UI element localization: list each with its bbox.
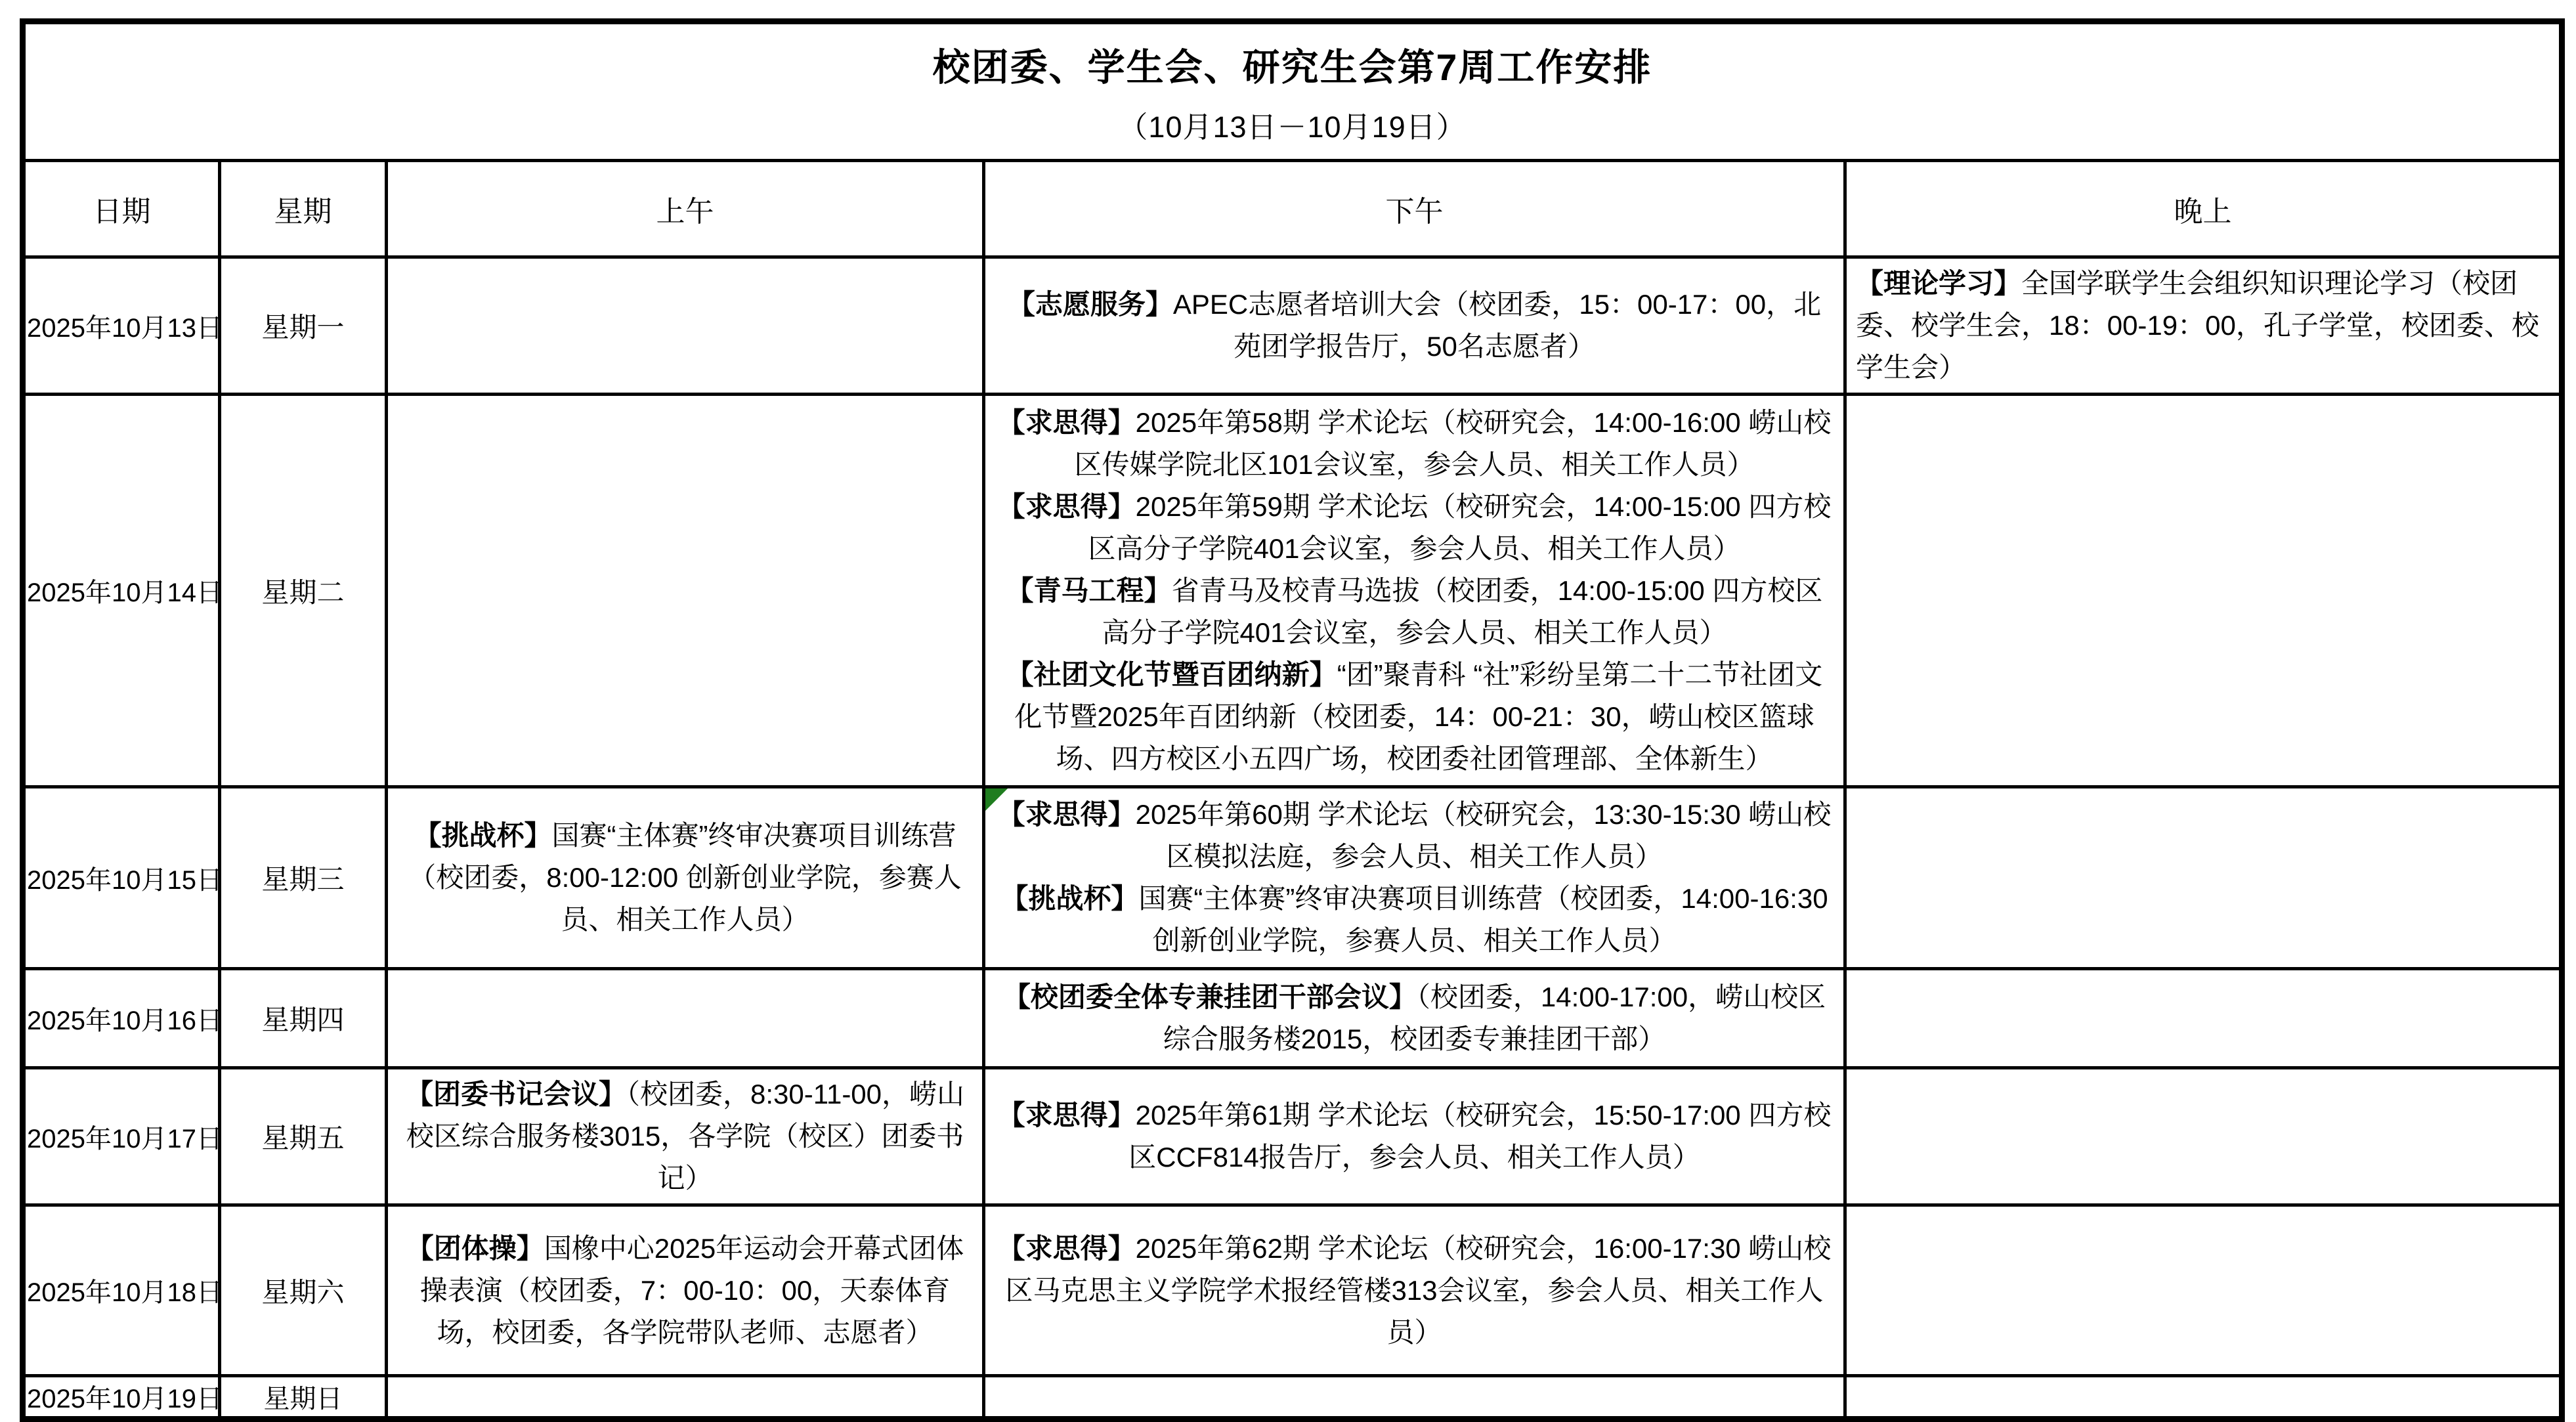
date-cell: 2025年10月15日 xyxy=(23,787,220,969)
activity-tag: 【求思得】 xyxy=(997,1100,1136,1131)
activity-item xyxy=(397,1073,973,1199)
activity-item xyxy=(995,654,1834,780)
date-cell: 2025年10月13日 xyxy=(23,257,220,395)
afternoon-cell xyxy=(984,1068,1845,1205)
comment-marker xyxy=(985,788,1008,811)
col-header-evening: 晚上 xyxy=(1845,161,2562,257)
activity-text: 2025年第60期 学术论坛（校研究会，13:30-15:30 崂山校区模拟法庭，参会人员、相关工作人员） xyxy=(1135,799,1832,872)
activity-text: 全国学联学生会组织知识理论学习（校团委、校学生会，18：00-19：00，孔子学堂，校团委、校学生会） xyxy=(1856,268,2539,383)
morning-cell xyxy=(387,1068,984,1205)
date-cell: 2025年10月14日 xyxy=(23,395,220,787)
weekday-cell: 星期四 xyxy=(220,969,387,1068)
date-cell: 2025年10月16日 xyxy=(23,969,220,1068)
morning-cell xyxy=(387,1205,984,1376)
evening-cell xyxy=(1845,787,2562,969)
activity-text: 国橡中心2025年运动会开幕式团体操表演（校团委，7：00-10：00，天泰体育场，校团委，各学院带队老师、志愿者） xyxy=(419,1232,964,1348)
activity-item xyxy=(995,1094,1834,1178)
col-header-date: 日期 xyxy=(23,161,220,257)
activity-text: APEC志愿者培训大会（校团委，15：00-17：00，北苑团学报告厅，50名志愿者） xyxy=(1172,289,1822,362)
weekday-cell: 星期一 xyxy=(220,257,387,395)
weekday-cell: 星期六 xyxy=(220,1205,387,1376)
activity-text: 2025年第59期 学术论坛（校研究会，14:00-15:00 四方校区高分子学院401会议室，参会人员、相关工作人员） xyxy=(1088,490,1832,564)
table-row xyxy=(23,969,2562,1068)
activity-tag: 【志愿服务】 xyxy=(1007,289,1173,320)
date-cell: 2025年10月17日 xyxy=(23,1068,220,1205)
evening-cell xyxy=(1845,395,2562,787)
activity-tag: 【校团委全体专兼挂团干部会议】 xyxy=(1002,981,1417,1012)
activity-text: 国赛“主体赛”终审决赛项目训练营（校团委，8:00-12:00 创新创业学院，参赛人员、相关工作人员） xyxy=(408,820,962,935)
activity-tag: 【团体操】 xyxy=(406,1232,544,1264)
activity-text: 2025年第62期 学术论坛（校研究会，16:00-17:30 崂山校区马克思主义学院学术报经管楼313会议室，参会人员、相关工作人员） xyxy=(1005,1232,1832,1348)
activity-text: 2025年第61期 学术论坛（校研究会，15:50-17:00 四方校区CCF814报告厅，参会人员、相关工作人员） xyxy=(1128,1100,1832,1173)
table-row xyxy=(23,395,2562,787)
col-header-morning: 上午 xyxy=(387,161,984,257)
activity-text: 国赛“主体赛”终审决赛项目训练营（校团委，14:00-16:30 创新创业学院，参赛人员、相关工作人员） xyxy=(1138,883,1828,956)
morning-cell xyxy=(387,787,984,969)
activity-text: 省青马及校青马选拔（校团委，14:00-15:00 四方校区高分子学院401会议室，参会人员、相关工作人员） xyxy=(1102,574,1823,648)
weekday-cell: 星期五 xyxy=(220,1068,387,1205)
activity-tag: 【挑战杯】 xyxy=(414,820,552,851)
activity-item xyxy=(995,570,1834,654)
afternoon-cell xyxy=(984,1205,1845,1376)
table-row xyxy=(23,257,2562,395)
activity-item xyxy=(995,878,1834,962)
evening-cell xyxy=(1845,1068,2562,1205)
activity-text: （校团委，14:00-17:00，崂山校区综合服务楼2015，校团委专兼挂团干部） xyxy=(1163,981,1826,1054)
activity-tag: 【求思得】 xyxy=(997,406,1136,438)
activity-text: 2025年第58期 学术论坛（校研究会，14:00-16:00 崂山校区传媒学院北区101会议室，参会人员、相关工作人员） xyxy=(1074,406,1832,480)
activity-tag: 【求思得】 xyxy=(997,490,1136,522)
activity-tag: 【社团文化节暨百团纳新】 xyxy=(1006,658,1337,690)
activity-tag: 【挑战杯】 xyxy=(1000,883,1139,914)
activity-item xyxy=(1856,263,2550,389)
evening-cell xyxy=(1845,969,2562,1068)
morning-cell xyxy=(387,969,984,1068)
col-header-afternoon: 下午 xyxy=(984,161,1845,257)
title-cell xyxy=(23,22,2562,161)
activity-item xyxy=(397,815,973,941)
evening-cell xyxy=(1845,257,2562,395)
activity-item xyxy=(995,486,1834,570)
activity-tag: 【理论学习】 xyxy=(1856,268,2022,299)
afternoon-cell xyxy=(984,257,1845,395)
weekday-cell: 星期三 xyxy=(220,787,387,969)
activity-tag: 【求思得】 xyxy=(997,1232,1136,1264)
activity-text: “团”聚青科 “社”彩纷呈第二十二节社团文化节暨2025年百团纳新（校团委，14：00-21：30，崂山校区篮球场、四方校区小五四广场，校团委社团管理部、全体新生） xyxy=(1014,658,1823,774)
afternoon-cell xyxy=(984,787,1845,969)
table-row xyxy=(23,1205,2562,1376)
page-subtitle: （10月13日－10月19日） xyxy=(1118,110,1467,144)
afternoon-cell xyxy=(984,395,1845,787)
activity-item xyxy=(995,794,1834,878)
page-title: 校团委、学生会、研究生会第7周工作安排 xyxy=(932,47,1652,89)
schedule-table xyxy=(20,18,2565,1422)
activity-item xyxy=(397,1228,973,1354)
evening-cell xyxy=(1845,1205,2562,1376)
table-row xyxy=(23,1068,2562,1205)
activity-item xyxy=(995,402,1834,486)
table-row xyxy=(23,787,2562,969)
weekday-cell: 星期二 xyxy=(220,395,387,787)
col-header-weekday: 星期 xyxy=(220,161,387,257)
date-cell: 2025年10月19日 xyxy=(23,1376,220,1419)
activity-item xyxy=(995,976,1834,1060)
morning-cell xyxy=(387,395,984,787)
date-cell: 2025年10月18日 xyxy=(23,1205,220,1376)
activity-tag: 【青马工程】 xyxy=(1006,574,1172,606)
activity-tag: 【团委书记会议】 xyxy=(405,1079,626,1110)
activity-text: （校团委，8:30-11-00，崂山校区综合服务楼3015，各学院（校区）团委书记） xyxy=(406,1079,965,1194)
morning-cell xyxy=(387,257,984,395)
afternoon-cell xyxy=(984,969,1845,1068)
weekday-cell: 星期日 xyxy=(220,1376,387,1419)
activity-tag: 【求思得】 xyxy=(997,799,1136,830)
activity-item xyxy=(995,284,1834,368)
activity-item xyxy=(995,1228,1834,1354)
spreadsheet xyxy=(20,18,2565,1422)
